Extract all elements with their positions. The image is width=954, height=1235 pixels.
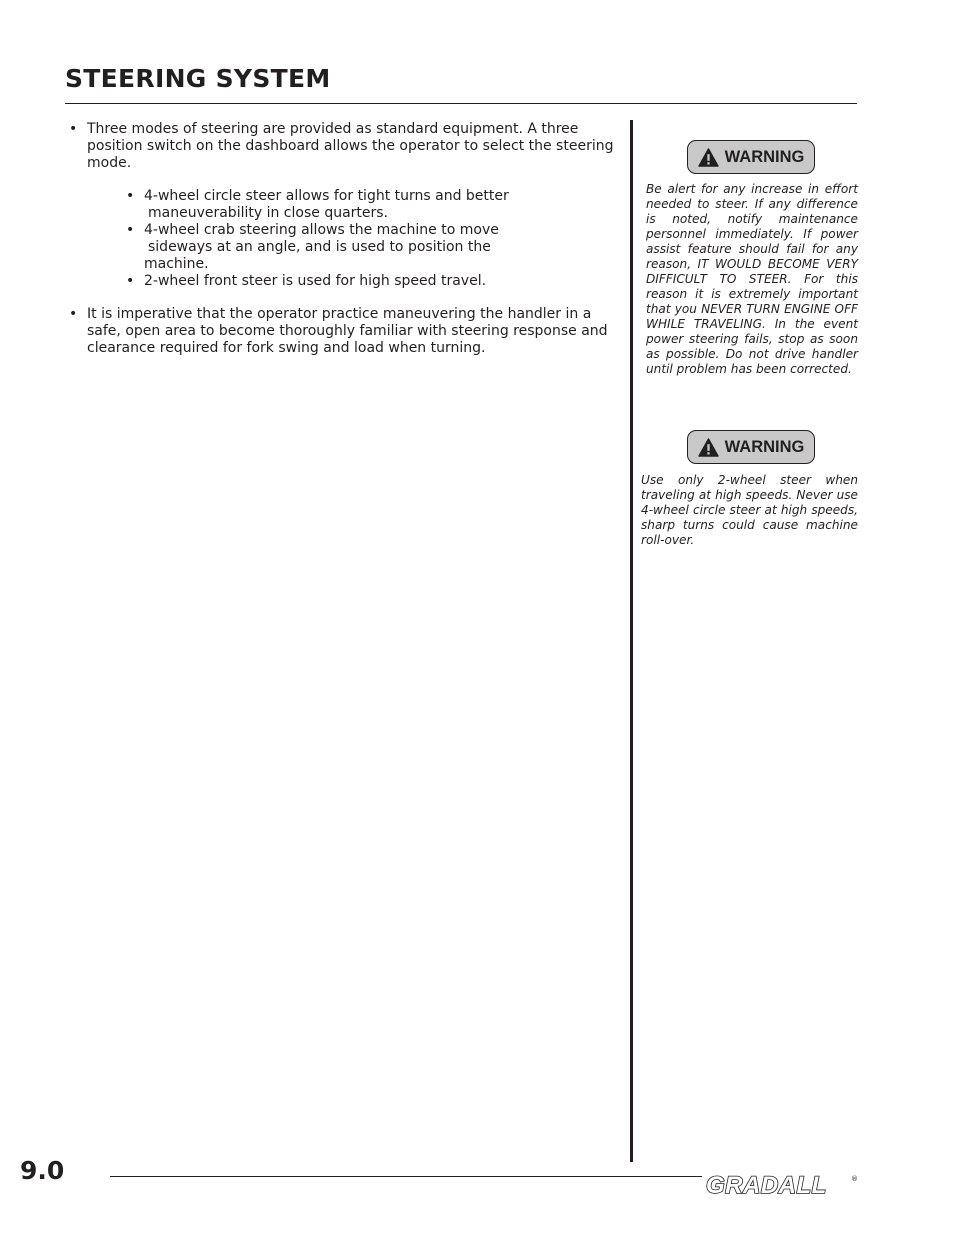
bullet-dot: • bbox=[126, 188, 135, 204]
gradall-logo bbox=[704, 1170, 860, 1198]
mode-text: maneuverability in close quarters. bbox=[148, 205, 389, 221]
footer-divider bbox=[110, 1176, 702, 1177]
page-number: 9.0 bbox=[20, 1156, 65, 1185]
list-item bbox=[66, 306, 622, 357]
bullet-dot: • bbox=[69, 121, 78, 137]
warning-label: WARNING bbox=[724, 437, 805, 456]
bullet-dot: • bbox=[126, 222, 135, 238]
list-item bbox=[123, 188, 622, 222]
list-item bbox=[123, 222, 622, 273]
warning-triangle-icon bbox=[698, 148, 719, 167]
mode-text: sideways at an angle, and is used to position the machine. bbox=[144, 239, 491, 272]
title-divider bbox=[65, 103, 857, 104]
warning-text: Be alert for any increase in effort needed to steer. If any difference is noted, notify maintenance personnel immediately. If power assist feature should fail for any reason, IT WOULD BECOME VERY DIFFICULT TO STEER. For this reason it is extremely important that you NEVER TURN ENGINE OFF WHILE TRAVELING. In the event power steering fails, stop as soon as possible. Do not drive handler until problem has been corrected. bbox=[646, 182, 858, 376]
main-content bbox=[66, 121, 622, 357]
mode-text: 2-wheel front steer is used for high speed travel. bbox=[144, 273, 487, 289]
registered-mark: ® bbox=[851, 1175, 858, 1183]
warning-badge bbox=[687, 140, 815, 174]
warning-text: Use only 2-wheel steer when traveling at high speeds. Never use 4-wheel circle steer at high speeds, sharp turns could cause machine roll-over. bbox=[641, 473, 858, 547]
warning-triangle-icon bbox=[698, 438, 719, 457]
list-item bbox=[66, 121, 622, 172]
warning-badge bbox=[687, 430, 815, 464]
bullet-dot: • bbox=[126, 273, 135, 289]
mode-text: 4-wheel crab steering allows the machine to move bbox=[144, 222, 499, 238]
list-item bbox=[123, 273, 622, 290]
column-divider bbox=[630, 120, 633, 1162]
logo-wordmark: GRADALL bbox=[706, 1172, 827, 1198]
bullet-dot: • bbox=[69, 306, 78, 322]
intro-paragraph: Three modes of steering are provided as standard equipment. A three position switch on the dashboard allows the operator to select the steering mode. bbox=[87, 121, 614, 171]
page-title: STEERING SYSTEM bbox=[65, 64, 331, 93]
warning-label: WARNING bbox=[724, 147, 805, 166]
steering-modes-list bbox=[66, 188, 622, 290]
practice-paragraph: It is imperative that the operator practice maneuvering the handler in a safe, open area to become thoroughly familiar with steering response and clearance required for fork swing and load when turning. bbox=[87, 306, 608, 356]
mode-text: 4-wheel circle steer allows for tight turns and better bbox=[144, 188, 509, 204]
